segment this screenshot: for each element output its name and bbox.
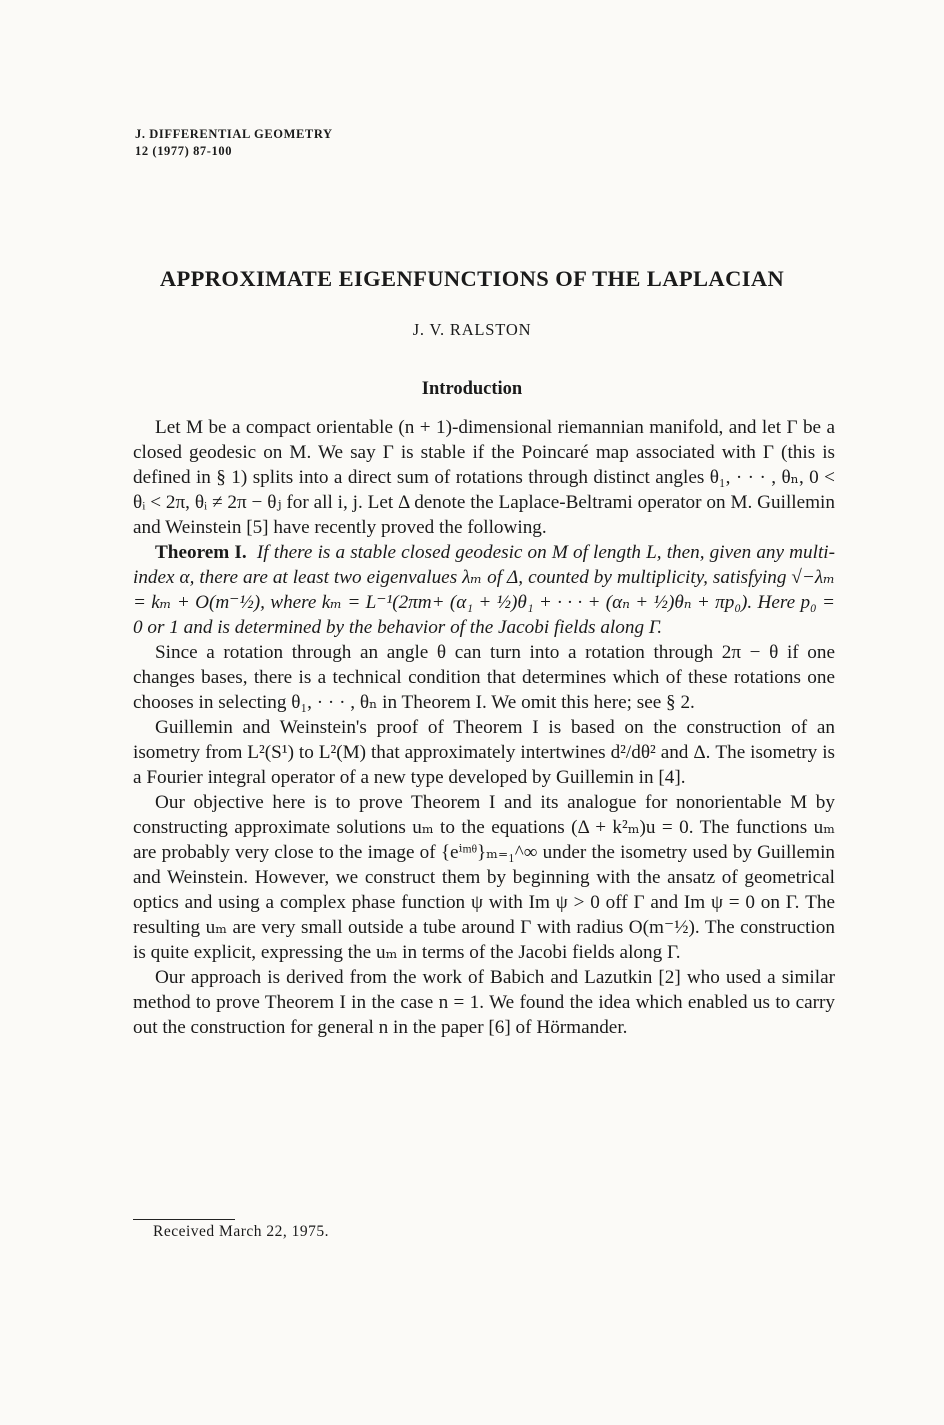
paper-title: APPROXIMATE EIGENFUNCTIONS OF THE LAPLACIAN: [159, 266, 785, 291]
paragraph-3: Guillemin and Weinstein's proof of Theorem I is based on the construction of an isometry from L²(S¹) to L²(M) that approximately intertwines d²/dθ² and Δ. The isometry is a Fourier integral operator of a new type developed by Guillemin in [4].: [133, 717, 835, 788]
journal-volume: 12 (1977) 87-100: [135, 144, 233, 158]
footnote-rule: [133, 1219, 235, 1220]
theorem-paragraph: [133, 540, 835, 640]
body-text: [133, 415, 835, 1040]
journal-name: J. DIFFERENTIAL GEOMETRY: [135, 127, 333, 141]
theorem-statement: If there is a stable closed geodesic on M of length L, then, given any multi-index α, there are at least two eigenvalues λₘ of Δ, counted by multiplicity, satisfying √−λₘ = kₘ + O(m⁻½), where kₘ = L⁻¹(2πm+ (α₁ + ½)θ₁ + · · · + (αₙ + ½)θₙ + πp₀). Here p₀ = 0 or 1 and is determined by the behavior of the Jacobi fields along Γ.: [133, 542, 835, 638]
paper-author: J. V. RALSTON: [412, 320, 532, 339]
journal-header: [135, 126, 333, 160]
section-heading: Introduction: [421, 379, 523, 399]
received-footnote: Received March 22, 1975.: [153, 1223, 329, 1240]
paragraph-1: Let M be a compact orientable (n + 1)-dimensional riemannian manifold, and let Γ be a closed geodesic on M. We say Γ is stable if the Poincaré map associated with Γ (this is defined in § 1) splits into a direct sum of rotations through distinct angles θ₁, · · · , θₙ, 0 < θᵢ < 2π, θᵢ ≠ 2π − θⱼ for all i, j. Let Δ denote the Laplace-Beltrami operator on M. Guillemin and Weinstein [5] have recently proved the following.: [133, 417, 835, 538]
paragraph-4: Our objective here is to prove Theorem I and its analogue for nonorientable M by constructing approximate solutions uₘ to the equations (Δ + k²ₘ)u = 0. The functions uₘ are probably very close to the image of {eⁱᵐᶿ}ₘ₌₁^∞ under the isometry used by Guillemin and Weinstein. However, we construct them by beginning with the ansatz of geometrical optics and using a complex phase function ψ with Im ψ > 0 off Γ and Im ψ = 0 on Γ. The resulting uₘ are very small outside a tube around Γ with radius O(m⁻½). The construction is quite explicit, expressing the uₘ in terms of the Jacobi fields along Γ.: [133, 792, 835, 963]
paragraph-2: Since a rotation through an angle θ can turn into a rotation through 2π − θ if one changes bases, there is a technical condition that determines which of these rotations one chooses in selecting θ₁, · · · , θₙ in Theorem I. We omit this here; see § 2.: [133, 642, 835, 713]
paragraph-5: Our approach is derived from the work of Babich and Lazutkin [2] who used a similar method to prove Theorem I in the case n = 1. We found the idea which enabled us to carry out the construction for general n in the paper [6] of Hörmander.: [133, 967, 835, 1038]
theorem-label: Theorem I.: [155, 542, 247, 563]
